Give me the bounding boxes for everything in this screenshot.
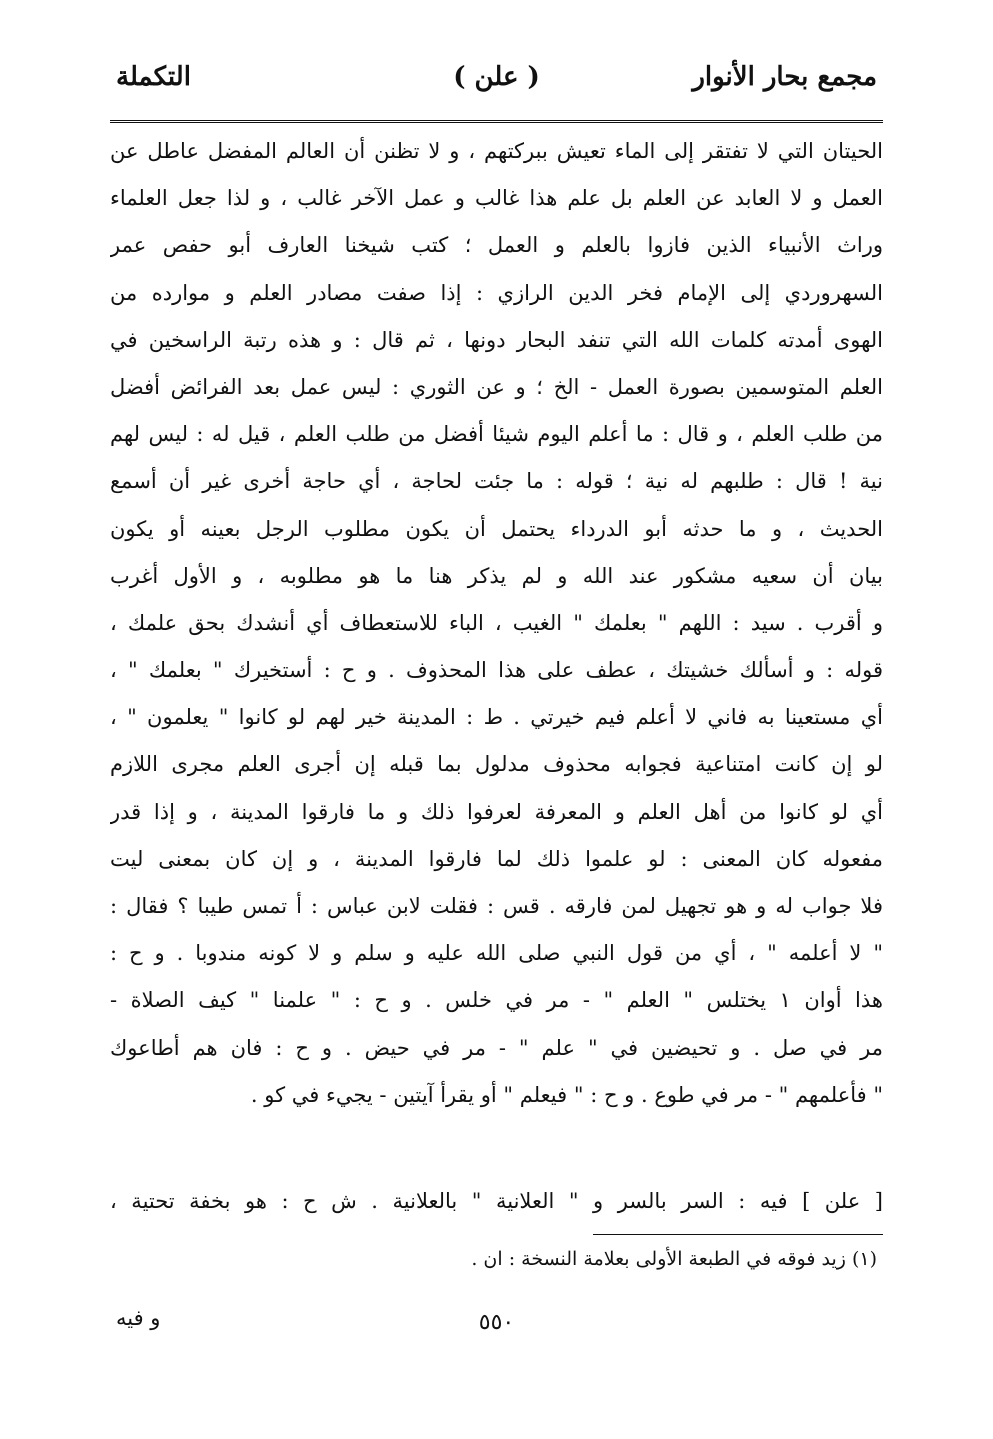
entry-paragraph: [ علن ] فيه : السر بالسر و " العلانية " بالعلانية . ش ح : هو بخفة تحتية ، xyxy=(110,1189,883,1213)
text-line: و أقرب . سيد : اللهم " بعلمك " الغيب ، الباء للاستعطاف أي أنشدك بحق علمك ، xyxy=(110,610,883,635)
text-line: لو إن كانت امتناعية فجوابه محذوف مدلول بما قبله إن أجرى العلم مجرى اللازم xyxy=(110,752,883,777)
page-number: ٥٥٠ xyxy=(478,1310,515,1335)
text-line: " لا أعلمه " ، أي من قول النبي صلى الله عليه و سلم و لا كونه مندوبا . و ح : xyxy=(110,941,883,966)
text-line: أي مستعينا به فاني لا أعلم فيم خيرتي . ط : المدينة خير لهم لو كانوا " يعلمون " ، xyxy=(110,705,883,730)
text-line: بيان أن سعيه مشكور عند الله و لم يذكر هنا ما هو مطلوبه ، و الأول أغرب xyxy=(110,563,883,588)
text-line: مفعوله كان المعنى : لو علموا ذلك لما فارقوا المدينة ، و إن كان بمعنى ليت xyxy=(110,846,883,871)
text-line: الهوى أمدته كلمات الله التي تنفد البحار دونها ، ثم قال : و هذه رتبة الراسخين في xyxy=(110,327,883,352)
body-text xyxy=(110,128,883,1119)
text-line: الحديث ، و ما حدثه أبو الدرداء يحتمل أن يكون مطلوب الرجل بعينه أو يكون xyxy=(110,516,883,541)
text-line: السهروردي إلى الإمام فخر الدين الرازي : إذا صفت مصادر العلم و موارده من xyxy=(110,280,883,305)
text-line: أي لو كانوا من أهل العلم و المعرفة لعرفوا ذلك و ما فارقوا المدينة ، و إذا قدر xyxy=(110,799,883,824)
running-head-entry: ( علن ) xyxy=(453,62,540,92)
footnote: (١) زيد فوقه في الطبعة الأولى بعلامة النسخة : ان . xyxy=(471,1248,877,1270)
running-head-section: التكملة xyxy=(116,62,191,92)
text-line: وراث الأنبياء الذين فازوا بالعلم و العمل ؛ كتب شيخنا العارف أبو حفص عمر xyxy=(110,233,883,258)
text-line: العلم المتوسمين بصورة العمل - الخ ؛ و عن الثوري : ليس عمل بعد الفرائض أفضل xyxy=(110,374,883,399)
text-line: قوله : و أسألك خشيتك ، عطف على هذا المحذوف . و ح : أستخيرك " بعلمك " ، xyxy=(110,658,883,683)
text-line: الحيتان التي لا تفتقر إلى الماء تعيش ببركتهم ، و لا تظنن أن العالم المفضل عاطل عن xyxy=(110,139,883,163)
text-line: العمل و لا العابد عن العلم بل علم هذا غالب و عمل الآخر غالب ، و لذا جعل العلماء xyxy=(110,186,883,211)
text-line: من طلب العلم ، و قال : ما أعلم اليوم شيئا أفضل من طلب العلم ، قيل له : ليس لهم xyxy=(110,422,883,447)
footnote-rule xyxy=(593,1234,883,1235)
running-head-title: مجمع بحار الأنوار xyxy=(692,62,877,92)
text-line: مر في صل . و تحيضين في " علم " - مر في حيض . و ح : فان هم أطاعوك xyxy=(110,1035,883,1060)
header-rule xyxy=(110,120,883,123)
text-line: نية ! قال : طلبهم له نية ؛ قوله : ما جئت لحاجة ، أي حاجة أخرى غير أن أسمع xyxy=(110,469,883,494)
catchword: و فيه xyxy=(116,1306,161,1330)
text-line: هذا أوان ١ يختلس " العلم " - مر في خلس . و ح : " علمنا " كيف الصلاة - xyxy=(110,988,883,1013)
text-line: فلا جواب له و هو تجهيل لمن فارقه . قس : فقلت لابن عباس : أ تمس طيبا ؟ فقال : xyxy=(110,894,883,918)
text-line: " فأعلمهم " - مر في طوع . و ح : " فيعلم " أو يقرأ آيتين - يجيء في كو . xyxy=(250,1082,883,1107)
